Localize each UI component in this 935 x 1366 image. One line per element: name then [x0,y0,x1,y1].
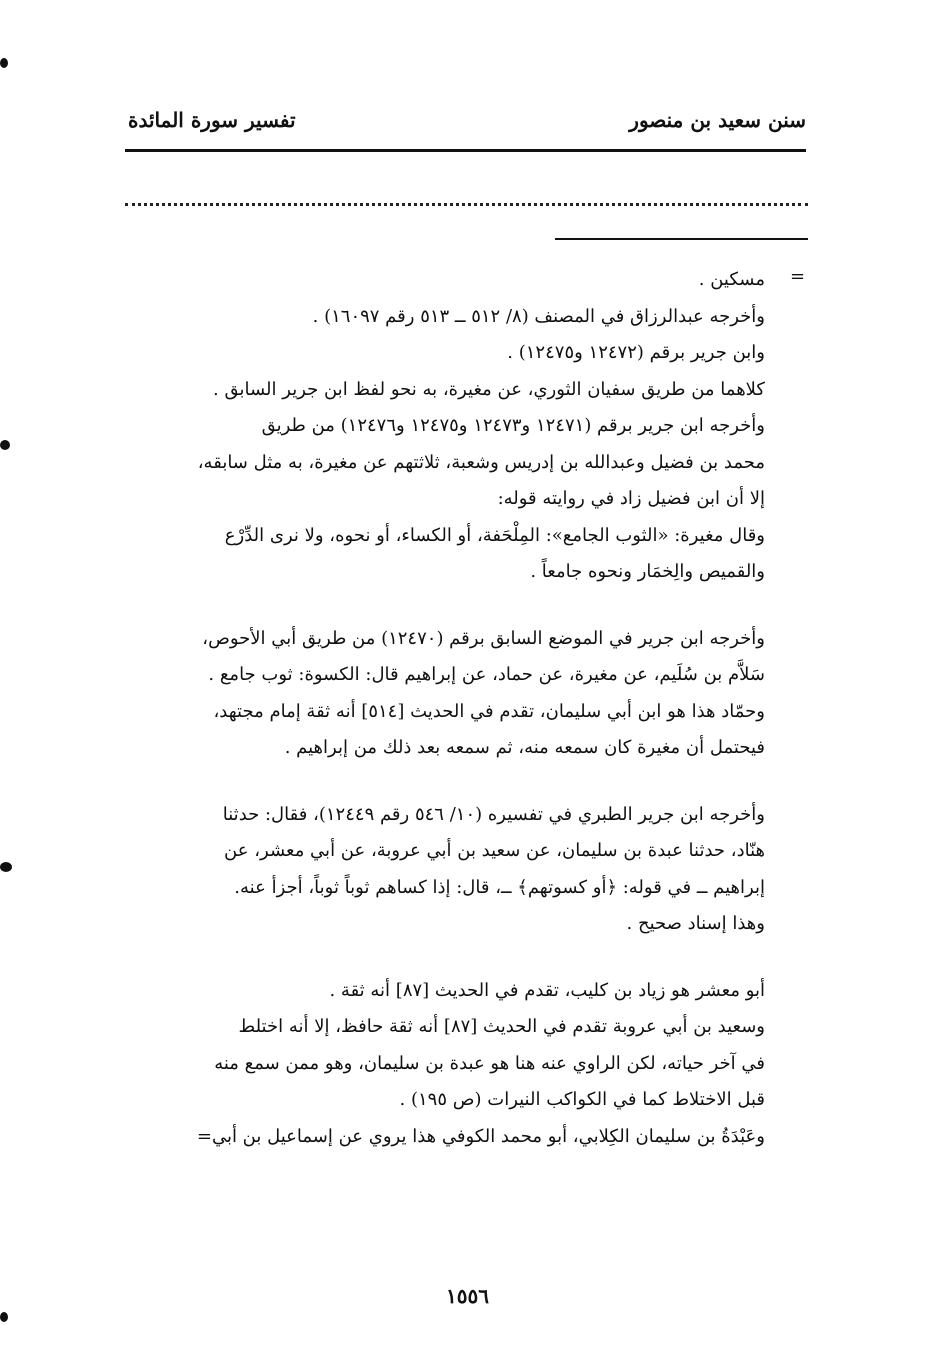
text-line: وسعيد بن أبي عروبة تقدم في الحديث [٨٧] أنه ثقة حافظ، إلا أنه اختلط [238,1016,765,1037]
paragraph-gap [125,591,765,621]
text-line: قبل الاختلاط كما في الكواكب النيرات (ص ١٩٥) . [399,1089,765,1110]
text-line: محمد بن فضيل وعبدالله بن إدريس وشعبة، ثلاثتهم عن مغيرة، به مثل سابقه، [197,451,765,473]
text-line: أبو معشر هو زياد بن كليب، تقدم في الحديث [٨٧] أنه ثقة . [329,979,765,1001]
text-line: وأخرجه عبدالرزاق في المصنف (٨/ ٥١٢ ــ ٥١٣ رقم ١٦٠٩٧) . [312,305,765,327]
text-line: سَلاَّم بن سُلَيم، عن مغيرة، عن حماد، عن إبراهيم قال: الكسوة: ثوب جامع . [208,664,765,685]
text-line: في آخر حياته، لكن الراوي عنه هنا هو عبدة بن سليمان، وهو ممن سمع منه [214,1052,765,1074]
text-line: وعَبْدَةُ بن سليمان الكِلابي، أبو محمد الكوفي هذا يروي عن إسماعيل بن أبي= [196,1125,765,1147]
text-line: وهذا إسناد صحيح . [626,913,765,934]
text-line: فيحتمل أن مغيرة كان سمعه منه، ثم سمعه بعد ذلك من إبراهيم . [284,737,765,758]
edge-mark-1 [0,58,8,68]
text-line: وأخرجه ابن جرير برقم (١٢٤٧١ و١٢٤٧٣ و١٢٤٧٥ و١٢٤٧٦) من طريق [261,415,765,436]
paragraph-gap [125,943,765,973]
text-line: مسكين . [698,269,765,290]
text-line: وأخرجه ابن جرير الطبري في تفسيره (١٠/ ٥٤٦ رقم ١٢٤٤٩)، فقال: حدثنا [222,803,765,825]
paragraph-4 [125,973,765,1156]
continuation-mark: = [790,266,806,287]
paragraph-gap [125,767,765,797]
dotted-separator [125,203,808,206]
edge-mark-4 [0,1312,8,1322]
page-number: ١٥٥٦ [446,1284,489,1308]
footnote-body [125,262,765,1155]
text-line: وأخرجه ابن جرير في الموضع السابق برقم (١٢٤٧٠) من طريق أبي الأحوص، [202,627,765,649]
text-line: هنّاد، حدثنا عبدة بن سليمان، عن سعيد بن أبي عروبة، عن أبي معشر، عن [224,840,765,861]
text-line: إبراهيم ــ في قوله: ﴿أو كسوتهم﴾ ــ، قال: إذا كساهم ثوباً ثوباً، أجزأ عنه. [234,876,765,898]
text-line: إلا أن ابن فضيل زاد في روايته قوله: [497,488,765,509]
edge-mark-2 [0,440,10,450]
paragraph-3 [125,797,765,943]
header-rule [125,149,806,152]
text-line: وابن جرير برقم (١٢٤٧٢ و١٢٤٧٥) . [507,342,765,363]
running-header [128,108,806,142]
book-title: سنن سعيد بن منصور [629,108,806,132]
text-line: والقميص والِخمَار ونحوه جامعاً . [530,561,765,582]
text-line: وقال مغيرة: «الثوب الجامع»: المِلْحَفة، أو الكساء، أو نحوه، ولا نرى الدِّرْع [224,524,765,546]
paragraph-2 [125,621,765,767]
section-title: تفسير سورة المائدة [128,108,296,132]
text-line: وحمّاد هذا هو ابن أبي سليمان، تقدم في الحديث [٥١٤] أنه ثقة إمام مجتهد، [213,700,765,722]
paragraph-1 [125,262,765,591]
footnote-separator [555,238,808,240]
text-line: كلاهما من طريق سفيان الثوري، عن مغيرة، به نحو لفظ ابن جرير السابق . [213,378,765,400]
edge-mark-3 [0,862,12,872]
